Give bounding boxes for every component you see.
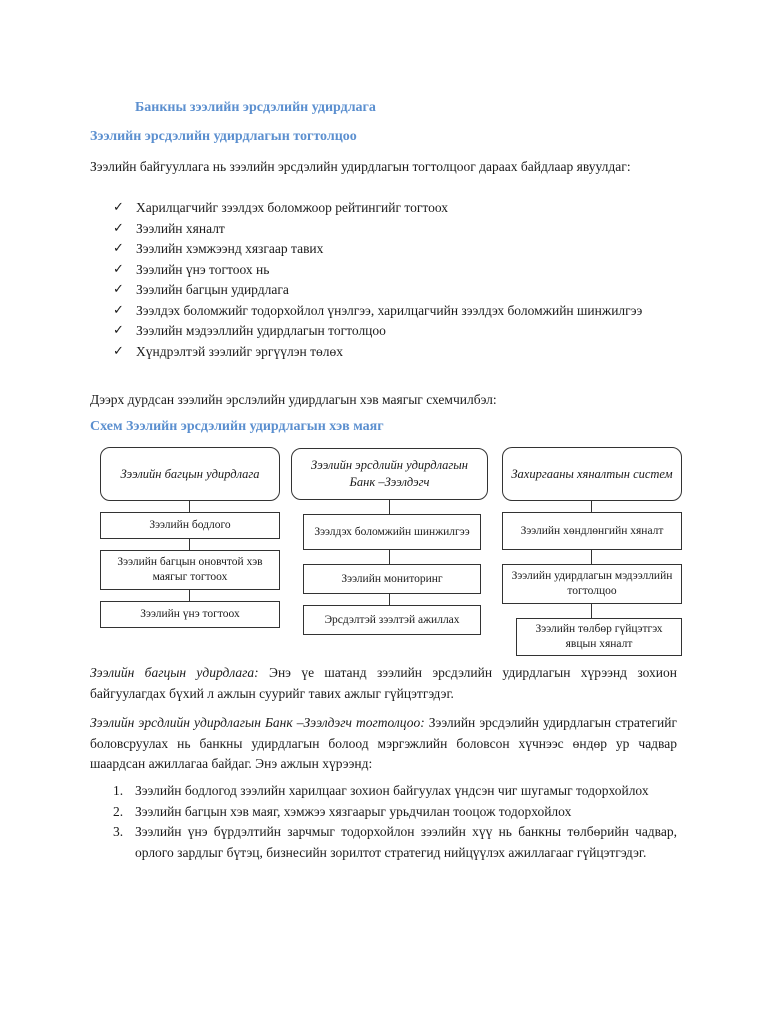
diagram-box: Зээлдэх боломжийн шинжилгээ bbox=[303, 514, 481, 550]
diagram-box: Зээлийн удирдлагын мэдээллийн тогтолцоо bbox=[502, 564, 682, 604]
intro-paragraph: Зээлийн байгууллага нь зээлийн эрсдэлийн удирдлагын тогтолцоог дараах байдлаар явуулдаг: bbox=[90, 159, 631, 174]
diagram-box: Эрсдэлтэй зээлтэй ажиллах bbox=[303, 605, 481, 635]
section-heading: Зээлийн эрсдэлийн удирдлагын тогтолцоо bbox=[90, 129, 357, 144]
list-item: ✓ Зээлийн багцын удирдлага bbox=[113, 280, 677, 301]
list-item: ✓ Зээлийн хяналт bbox=[113, 219, 677, 240]
diagram-head-admin-control: Захиргааны хяналтын систем bbox=[502, 447, 682, 501]
list-item: ✓ Зээлдэх боломжийг тодорхойлол үнэлгээ, харилцагчийн зээлдэх боломжийн шинжилгээ bbox=[113, 301, 677, 322]
diagram-box: Зээлийн үнэ тогтоох bbox=[100, 601, 280, 628]
list-item: 3. Зээлийн үнэ бүрдэлтийн зарчмыг тодорхойлон зээлийн хүү нь банкны төлбөрийн чадвар, орлого зардлыг бүтэц, бизнесийн зорилтот стратегид нийцүүлэх ажиллагааг гүйцэтгэдэг. bbox=[113, 824, 677, 860]
paragraph-portfolio: Зээлийн багцын удирдлага: Энэ үе шатанд зээлийн эрсдэлийн удирдлагын хүрээнд зохион байгуулагдах бүхий л ажлын суурийг тавих ажлыг гүйцэтгэдэг. bbox=[90, 665, 678, 701]
scheme-heading: Схем Зээлийн эрсдэлийн удирдлагын хэв маяг bbox=[90, 419, 384, 434]
diagram-intro: Дээрх дурдсан зээлийн эрслэлийн удирдлагын хэв маягыг схемчилбэл: bbox=[90, 392, 497, 407]
diagram-box: Зээлийн бодлого bbox=[100, 512, 280, 539]
list-item: ✓ Зээлийн хэмжээнд хязгаар тавих bbox=[113, 239, 677, 260]
list-item: 2. Зээлийн багцын хэв маяг, хэмжээ хязгаарыг урьдчилан тооцож тодорхойлох bbox=[113, 803, 572, 819]
checkmark-icon: ✓ bbox=[113, 302, 124, 318]
checkmark-icon: ✓ bbox=[113, 261, 124, 277]
checklist bbox=[113, 198, 677, 362]
checkmark-icon: ✓ bbox=[113, 323, 124, 338]
checkmark-icon: ✓ bbox=[113, 241, 124, 256]
diagram-box: Зээлийн хөндлөнгийн хяналт bbox=[502, 512, 682, 550]
checkmark-icon: ✓ bbox=[113, 220, 124, 236]
diagram-head-portfolio: Зээлийн багцын удирдлага bbox=[100, 447, 280, 501]
list-item: ✓ Хүндрэлтэй зээлийг эргүүлэн төлөх bbox=[113, 342, 677, 363]
paragraph-bank-borrower: Зээлийн эрсдлийн удирдлагын Банк –Зээлдэгч тогтолцоо: Зээлийн эрсдэлийн удирдлагын стратегийг боловсруулах нь банкны удирдлагын болоод мэргэжлийн боловсон хүчнээс өндөр ур чадвар шаардсан ажиллагаа байдаг. Энэ ажлын хүрээнд: bbox=[90, 715, 677, 771]
diagram-box: Зээлийн мониторинг bbox=[303, 564, 481, 594]
checkmark-icon: ✓ bbox=[113, 282, 124, 297]
list-item: ✓ Зээлийн мэдээллийн удирдлагын тогтолцоо bbox=[113, 321, 677, 342]
numbered-list bbox=[113, 781, 677, 863]
diagram-box: Зээлийн төлбөр гүйцэтгэх явцын хяналт bbox=[516, 618, 682, 656]
list-item: ✓ Харилцагчийг зээлдэх боломжоор рейтингийг тогтоох bbox=[113, 198, 677, 219]
diagram-head-bank-borrower: Зээлийн эрсдлийн удирдлагын Банк –Зээлдэгч bbox=[291, 448, 488, 500]
document-title: Банкны зээлийн эрсдэлийн удирдлага bbox=[135, 100, 376, 115]
list-item: ✓ Зээлийн үнэ тогтоох нь bbox=[113, 260, 677, 281]
list-item: 1. Зээлийн бодлогод зээлийн харилцааг зохион байгуулах үндсэн чиг шугамыг тодорхойлох bbox=[113, 783, 649, 798]
diagram-box: Зээлийн багцын оновчтой хэв маягыг тогтоох bbox=[100, 550, 280, 590]
checkmark-icon: ✓ bbox=[113, 200, 124, 215]
checkmark-icon: ✓ bbox=[113, 343, 124, 359]
